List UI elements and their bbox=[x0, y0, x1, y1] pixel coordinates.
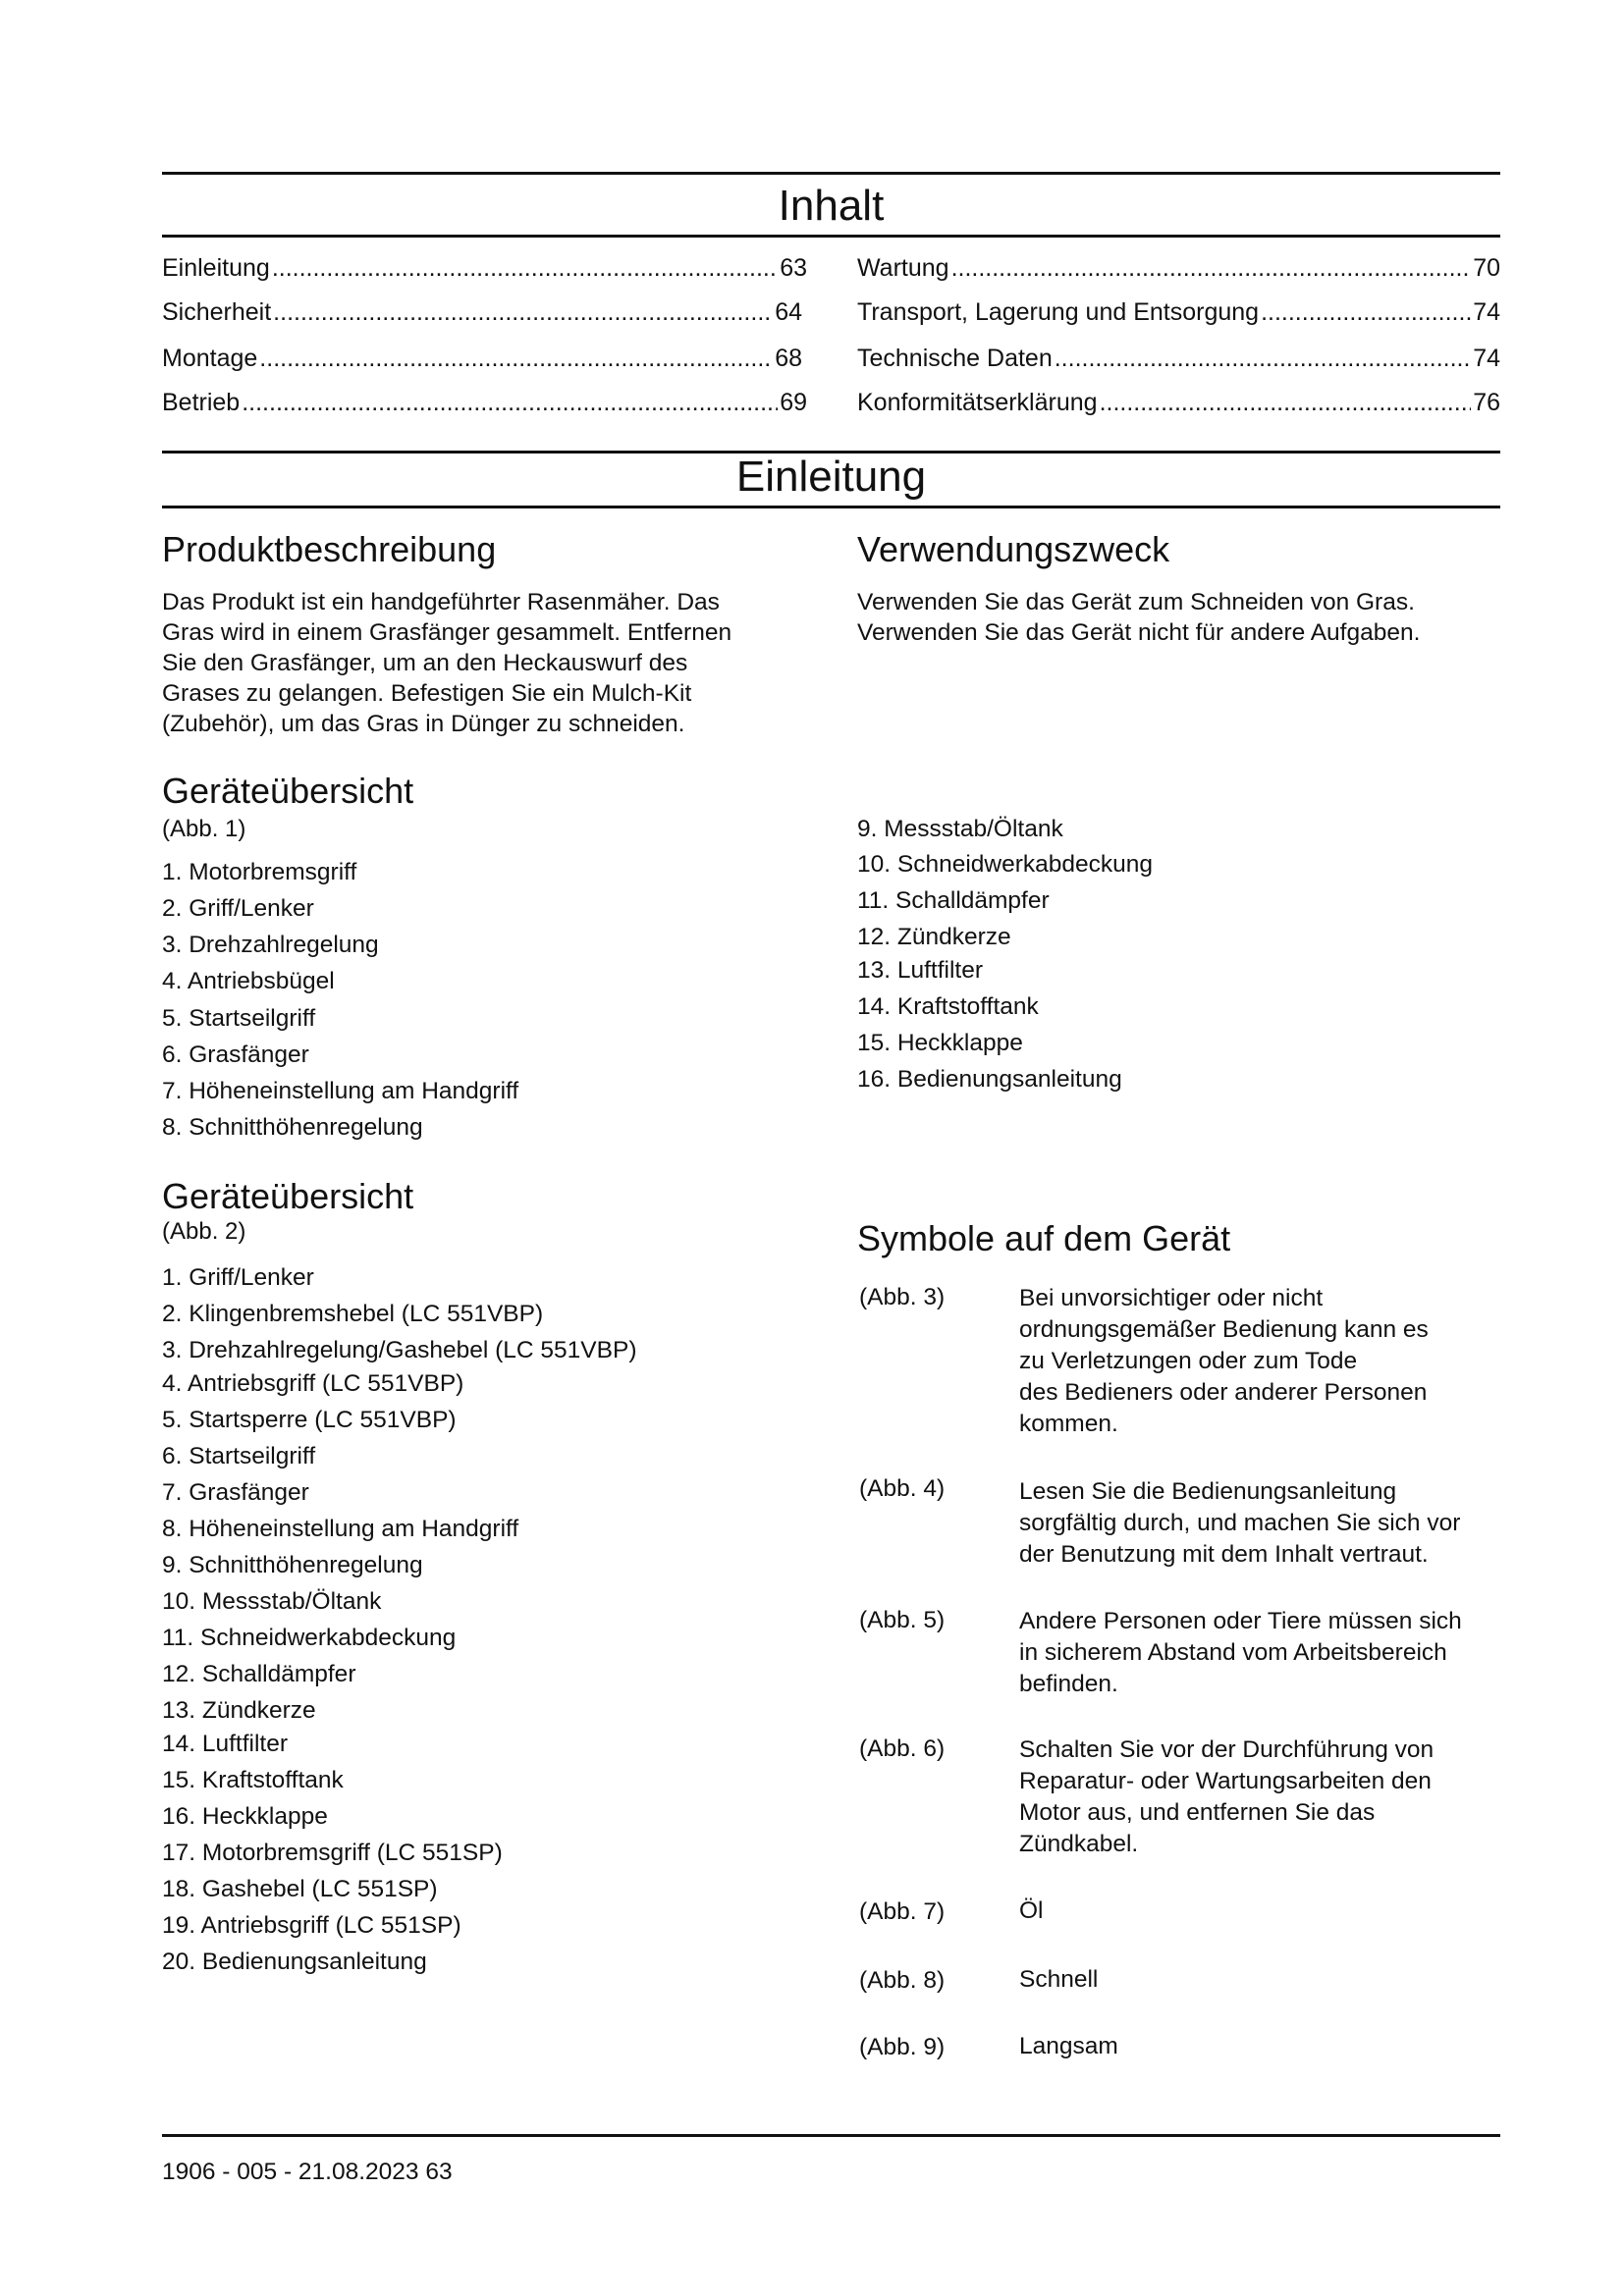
intro-title: Einleitung bbox=[735, 453, 927, 501]
symbol-line: Schalten Sie vor der Durchführung von bbox=[1019, 1736, 1435, 1763]
list-item: 9. Messstab/Öltank bbox=[857, 816, 1063, 842]
page-footer bbox=[162, 2158, 453, 2187]
symbol-line: Motor aus, und entfernen Sie das bbox=[1019, 1799, 1376, 1826]
toc-entry-page: 64 bbox=[775, 298, 802, 326]
list-item: 10. Schneidwerkabdeckung bbox=[857, 851, 1154, 878]
toc-leader bbox=[1100, 388, 1472, 417]
list-item: 3. Drehzahlregelung bbox=[162, 932, 379, 958]
toc-entry-label: Montage bbox=[162, 345, 258, 372]
symbol-description bbox=[1019, 1606, 1500, 1700]
list-item: 6. Grasfänger bbox=[162, 1041, 309, 1068]
list-item: 1. Griff/Lenker bbox=[162, 1264, 314, 1291]
footer-rule bbox=[162, 2134, 1500, 2137]
list-item: 15. Heckklappe bbox=[857, 1030, 1023, 1056]
symbol-line: Andere Personen oder Tiere müssen sich bbox=[1019, 1608, 1462, 1634]
toc-entry-page: 74 bbox=[1473, 298, 1500, 326]
list-item: 5. Startseilgriff bbox=[162, 1005, 316, 1032]
symbol-figure-ref: (Abb. 4) bbox=[859, 1475, 946, 1502]
symbol-line: Bei unvorsichtiger oder nicht bbox=[1019, 1285, 1324, 1311]
list-item: 13. Zündkerze bbox=[162, 1697, 316, 1724]
toc-entry-page: 74 bbox=[1473, 345, 1500, 372]
toc-leader bbox=[951, 253, 1472, 283]
toc-leader bbox=[242, 388, 778, 417]
symbol-line: Schnell bbox=[1019, 1966, 1099, 1993]
product-line: Grases zu gelangen. Befestigen Sie ein Mulch-Kit bbox=[162, 680, 692, 707]
product-heading: Produktbeschreibung bbox=[162, 529, 497, 569]
symbol-description bbox=[1019, 2031, 1500, 2062]
list-item: 2. Klingenbremshebel (LC 551VBP) bbox=[162, 1301, 544, 1327]
toc-entry[interactable] bbox=[857, 344, 1500, 373]
list-item: 20. Bedienungsanleitung bbox=[162, 1949, 427, 1975]
list-item: 4. Antriebsbügel bbox=[162, 968, 335, 994]
symbol-line: Zündkabel. bbox=[1019, 1831, 1139, 1857]
list-item: 12. Schalldämpfer bbox=[162, 1661, 356, 1687]
purpose-line: Verwenden Sie das Gerät zum Schneiden von Gras. bbox=[857, 589, 1415, 615]
toc-entry-label: Technische Daten bbox=[857, 345, 1053, 372]
symbol-figure-ref: (Abb. 6) bbox=[859, 1735, 946, 1762]
list-item: 18. Gashebel (LC 551SP) bbox=[162, 1876, 438, 1902]
toc-leader bbox=[259, 344, 773, 373]
list-item: 8. Schnitthöhenregelung bbox=[162, 1114, 423, 1141]
symbol-figure-ref: (Abb. 3) bbox=[859, 1284, 946, 1310]
list-item: 2. Griff/Lenker bbox=[162, 895, 314, 922]
list-item: 4. Antriebsgriff (LC 551VBP) bbox=[162, 1370, 464, 1397]
symbol-line: Öl bbox=[1019, 1897, 1044, 1924]
symbol-description bbox=[1019, 1735, 1500, 1860]
symbol-description bbox=[1019, 1283, 1500, 1440]
toc-leader bbox=[1055, 344, 1471, 373]
symbol-figure-ref: (Abb. 8) bbox=[859, 1967, 946, 1994]
product-line: Sie den Grasfänger, um an den Heckauswurf des bbox=[162, 650, 688, 676]
list-item: 1. Motorbremsgriff bbox=[162, 859, 357, 885]
list-item: 6. Startseilgriff bbox=[162, 1443, 316, 1469]
purpose-heading: Verwendungszweck bbox=[857, 529, 1170, 569]
list-item: 13. Luftfilter bbox=[857, 957, 984, 984]
product-line: Das Produkt ist ein handgeführter Rasenmäher. Das bbox=[162, 589, 720, 615]
list-item: 7. Höheneinstellung am Handgriff bbox=[162, 1078, 519, 1104]
toc-entry[interactable] bbox=[162, 253, 807, 283]
symbol-line: Lesen Sie die Bedienungsanleitung bbox=[1019, 1478, 1397, 1505]
symbol-line: Langsam bbox=[1019, 2033, 1118, 2059]
list-item: 16. Heckklappe bbox=[162, 1803, 328, 1830]
list-item: 15. Kraftstofftank bbox=[162, 1767, 344, 1793]
toc-entry[interactable] bbox=[162, 388, 807, 417]
symbol-line: in sicherem Abstand vom Arbeitsbereich bbox=[1019, 1639, 1447, 1666]
symbol-description bbox=[1019, 1896, 1500, 1927]
toc-entry-page: 68 bbox=[775, 345, 802, 372]
list-item: 11. Schalldämpfer bbox=[857, 887, 1050, 914]
toc-title-rule bbox=[162, 235, 1500, 238]
list-item: 3. Drehzahlregelung/Gashebel (LC 551VBP) bbox=[162, 1337, 637, 1363]
list-item: 9. Schnitthöhenregelung bbox=[162, 1552, 423, 1578]
list-item: 8. Höheneinstellung am Handgriff bbox=[162, 1516, 519, 1542]
list-item: 14. Luftfilter bbox=[162, 1731, 289, 1757]
symbols-heading: Symbole auf dem Gerät bbox=[857, 1218, 1231, 1258]
list-item: 12. Zündkerze bbox=[857, 924, 1011, 950]
symbol-description bbox=[1019, 1476, 1500, 1571]
purpose-line: Verwenden Sie das Gerät nicht für andere Aufgaben. bbox=[857, 619, 1421, 646]
page-number: 63 bbox=[425, 2159, 453, 2185]
toc-entry-page: 76 bbox=[1473, 389, 1500, 416]
toc-entry-label: Transport, Lagerung und Entsorgung bbox=[857, 298, 1260, 326]
list-item: 14. Kraftstofftank bbox=[857, 993, 1039, 1020]
toc-entry-label: Sicherheit bbox=[162, 298, 272, 326]
intro-title-rule bbox=[162, 506, 1500, 508]
overview2-heading: Geräteübersicht bbox=[162, 1176, 414, 1216]
symbol-line: der Benutzung mit dem Inhalt vertraut. bbox=[1019, 1541, 1429, 1568]
symbol-line: des Bedieners oder anderer Personen bbox=[1019, 1379, 1428, 1406]
toc-entry[interactable] bbox=[857, 388, 1500, 417]
list-item: 11. Schneidwerkabdeckung bbox=[162, 1625, 457, 1651]
symbol-figure-ref: (Abb. 5) bbox=[859, 1607, 946, 1633]
symbol-figure-ref: (Abb. 9) bbox=[859, 2034, 946, 2060]
toc-entry[interactable] bbox=[857, 297, 1500, 327]
toc-entry[interactable] bbox=[162, 297, 802, 327]
toc-entry-page: 63 bbox=[780, 254, 807, 282]
toc-leader bbox=[272, 253, 778, 283]
symbol-line: zu Verletzungen oder zum Tode bbox=[1019, 1348, 1358, 1374]
symbol-line: befinden. bbox=[1019, 1671, 1118, 1697]
product-line: (Zubehör), um das Gras in Dünger zu schneiden. bbox=[162, 711, 685, 737]
toc-entry-page: 70 bbox=[1473, 254, 1500, 282]
toc-leader bbox=[1261, 297, 1471, 327]
toc-entry-page: 69 bbox=[780, 389, 807, 416]
symbol-line: kommen. bbox=[1019, 1411, 1118, 1437]
list-item: 16. Bedienungsanleitung bbox=[857, 1066, 1122, 1093]
toc-title: Inhalt bbox=[778, 182, 885, 230]
toc-entry-label: Betrieb bbox=[162, 389, 241, 416]
toc-leader bbox=[273, 297, 773, 327]
symbol-line: Reparatur- oder Wartungsarbeiten den bbox=[1019, 1768, 1432, 1794]
toc-entry[interactable] bbox=[857, 253, 1500, 283]
toc-entry[interactable] bbox=[162, 344, 802, 373]
symbol-figure-ref: (Abb. 7) bbox=[859, 1898, 946, 1925]
symbol-line: sorgfältig durch, und machen Sie sich vor bbox=[1019, 1510, 1461, 1536]
overview1-figure-ref: (Abb. 1) bbox=[162, 816, 246, 842]
list-item: 10. Messstab/Öltank bbox=[162, 1588, 382, 1615]
toc-entry-label: Einleitung bbox=[162, 254, 270, 282]
list-item: 5. Startsperre (LC 551VBP) bbox=[162, 1407, 457, 1433]
toc-entry-label: Wartung bbox=[857, 254, 949, 282]
product-line: Gras wird in einem Grasfänger gesammelt. Entfernen bbox=[162, 619, 732, 646]
overview2-figure-ref: (Abb. 2) bbox=[162, 1218, 246, 1245]
list-item: 19. Antriebsgriff (LC 551SP) bbox=[162, 1912, 461, 1939]
list-item: 7. Grasfänger bbox=[162, 1479, 309, 1506]
top-rule bbox=[162, 172, 1500, 175]
symbol-description bbox=[1019, 1964, 1500, 1996]
footer-doc-info: 1906 - 005 - 21.08.2023 bbox=[162, 2159, 419, 2185]
toc-entry-label: Konformitätserklärung bbox=[857, 389, 1098, 416]
list-item: 17. Motorbremsgriff (LC 551SP) bbox=[162, 1840, 503, 1866]
overview1-heading: Geräteübersicht bbox=[162, 771, 414, 811]
symbol-line: ordnungsgemäßer Bedienung kann es bbox=[1019, 1316, 1429, 1343]
